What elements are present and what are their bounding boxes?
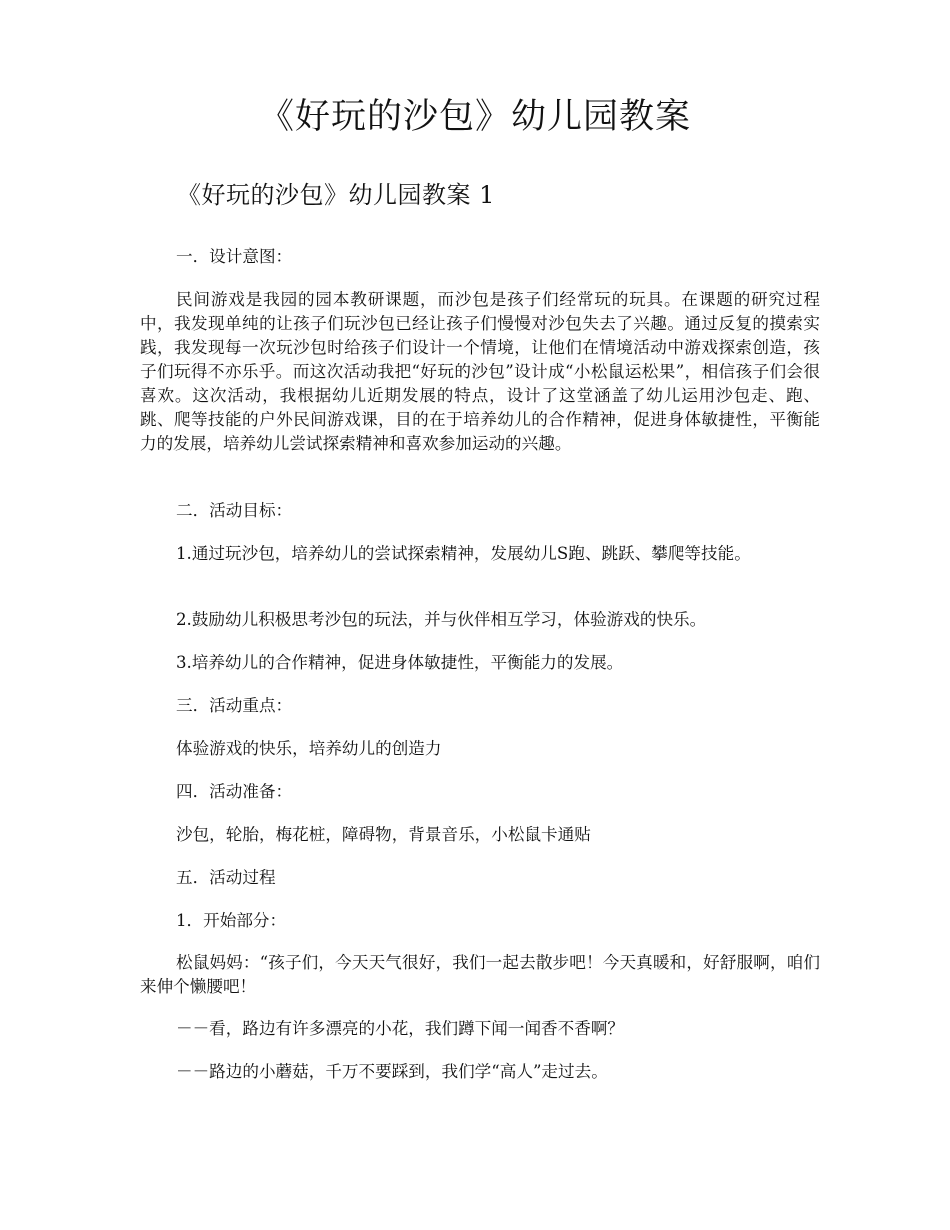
section-subtitle: 《好玩的沙包》幼儿园教案 1 [177,181,495,209]
prep-paragraph: 沙包，轮胎，梅花桩，障碍物，背景音乐，小松鼠卡通贴 [176,825,591,844]
goal-item-2: 2.鼓励幼儿积极思考沙包的玩法，并与伙伴相互学习，体验游戏的快乐。 [176,610,707,629]
process-step-1: 1．开始部分： [176,911,287,930]
process-heading: 五．活动过程 [176,868,276,887]
process-dialog-1: 松鼠妈妈：“孩子们，今天天气很好，我们一起去散步吧！今天真暖和，好舒服啊，咱们来伸个懒腰吧！ [140,953,820,996]
focus-paragraph: 体验游戏的快乐，培养幼儿的创造力 [176,739,442,758]
process-dialog-3: －－路边的小蘑菇，千万不要踩到，我们学“高人”走过去。 [176,1062,608,1081]
focus-heading: 三．活动重点： [176,696,293,715]
process-dialog-2: －－看，路边有许多漂亮的小花，我们蹲下闻一闻香不香啊？ [176,1019,625,1038]
design-paragraph: 民间游戏是我园的园本教研课题，而沙包是孩子们经常玩的玩具。在课题的研究过程中，我发现单纯的让孩子们玩沙包已经让孩子们慢慢对沙包失去了兴趣。通过反复的摸索实践，我发现每一次玩沙包时给孩子们设计一个情境，让他们在情境活动中游戏探索创造，孩子们玩得不亦乐乎。而这次活动我把“好玩的沙包”设计成“小松鼠运松果”，相信孩子们会很喜欢。这次活动，我根据幼儿近期发展的特点，设计了这堂涵盖了幼儿运用沙包走、跑、跳、爬等技能的户外民间游戏课，目的在于培养幼儿的合作精神，促进身体敏捷性，平衡能力的发展，培养幼儿尝试探索精神和喜欢参加运动的兴趣。 [140,290,820,453]
goals-heading: 二．活动目标： [176,501,293,520]
design-heading: 一．设计意图： [176,247,293,266]
document-title: 《好玩的沙包》幼儿园教案 [258,97,691,137]
goal-item-1: 1.通过玩沙包，培养幼儿的尝试探索精神，发展幼儿S跑、跳跃、攀爬等技能。 [176,544,751,563]
prep-heading: 四．活动准备： [176,782,293,801]
goal-item-3: 3.培养幼儿的合作精神，促进身体敏捷性，平衡能力的发展。 [176,653,624,672]
